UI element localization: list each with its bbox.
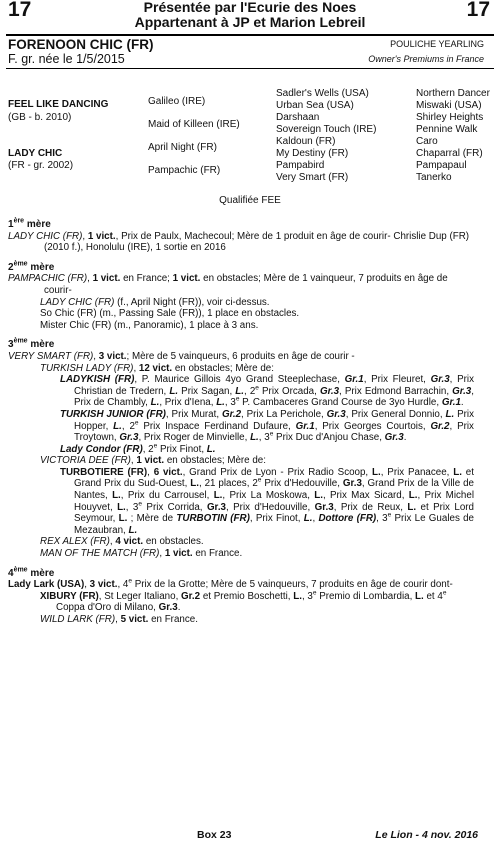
produce-name: LADYKISH (FR) bbox=[60, 374, 135, 386]
text: , Prix General Donnio, bbox=[345, 408, 446, 420]
pedigree-gen4-item: Miswaki (USA) bbox=[416, 100, 482, 111]
grand-produce-entry bbox=[8, 467, 474, 537]
text: , 3 bbox=[301, 590, 313, 602]
produce-name: TURKISH JUNIOR (FR) bbox=[60, 408, 166, 420]
generation-suffix: ème bbox=[13, 338, 28, 346]
text: Prix Le Guales de Mezaubran, bbox=[74, 513, 475, 536]
text: , 3 bbox=[258, 432, 270, 444]
text: , Prix Troytown, bbox=[74, 420, 474, 444]
text: , Grand Prix de la Ville de Nantes, bbox=[74, 478, 474, 502]
race-grade: Gr.3 bbox=[206, 501, 227, 513]
grand-produce-entry bbox=[8, 444, 474, 456]
pedigree-gen3-item: My Destiny (FR) bbox=[276, 148, 349, 159]
race-grade: L. bbox=[117, 501, 126, 513]
pedigree-gen3-item: Sovereign Touch (IRE) bbox=[276, 124, 377, 135]
fourth-dam-entry bbox=[8, 579, 474, 591]
race-grade: L. bbox=[250, 432, 259, 444]
race-grade: Gr.3 bbox=[452, 385, 472, 397]
produce-entry: TURKISH LADY (FR), 12 vict. en obstacles; Mère de: bbox=[40, 362, 274, 374]
produce-entry: MAN OF THE MATCH (FR), 1 vict. en France. bbox=[40, 548, 243, 560]
text: , St Leger Italiano, bbox=[98, 590, 182, 602]
text: , Prix Christian de Tredern, bbox=[74, 374, 474, 397]
race-grade: Gr.3 bbox=[430, 374, 450, 386]
text: , 3 bbox=[125, 501, 139, 513]
catalogue-body bbox=[8, 219, 474, 626]
pedigree-gen3-item: Urban Sea (USA) bbox=[276, 100, 354, 111]
horse-description: F. gr. née le 1/5/2015 bbox=[8, 52, 125, 66]
text: Prix de la Grotte; Mère de 5 vainqueurs, 7 produits en âge de courir dont- bbox=[131, 579, 453, 591]
text: Chrislie Dup (FR) (2010 f.), Honolulu (IRE), 1 sortie en 2016 bbox=[44, 230, 470, 254]
generation-word: mère bbox=[30, 567, 55, 579]
race-grade: L. bbox=[113, 420, 122, 432]
second-dam-heading bbox=[8, 262, 474, 274]
pedigree-gen2-item: April Night (FR) bbox=[148, 142, 217, 153]
dam-name: VERY SMART (FR) bbox=[8, 350, 94, 362]
pedigree-gen3-item: Very Smart (FR) bbox=[276, 172, 349, 183]
category-label: POULICHE YEARLING bbox=[390, 39, 484, 49]
generation-word: mère bbox=[30, 261, 55, 273]
pedigree-gen4-item: Northern Dancer bbox=[416, 88, 490, 99]
ordinal-suffix: e bbox=[128, 577, 132, 585]
race-grade: Gr.2 bbox=[181, 590, 201, 602]
produce-entry: VICTORIA DEE (FR), 1 vict. en obstacles; Mère de: bbox=[40, 455, 266, 467]
produce-name: Dottore (FR) bbox=[318, 513, 377, 525]
race-grade: L. bbox=[150, 397, 160, 409]
text: , Prix d'Hedouville, bbox=[226, 501, 315, 513]
race-grade: Gr.3 bbox=[326, 408, 346, 420]
text: Prix Sagan, bbox=[178, 385, 236, 397]
race-grade: Gr.1 bbox=[295, 420, 315, 432]
owner-line: Appartenant à JP et Marion Lebreil bbox=[134, 14, 366, 30]
text: Coppa d'Oro di Milano, bbox=[56, 602, 159, 614]
text: Premio di Lombardia, bbox=[316, 590, 416, 602]
text: , Prix Max Sicard, bbox=[322, 490, 409, 502]
wins: 1 vict. bbox=[136, 455, 165, 467]
generation-word: mère bbox=[26, 219, 51, 230]
produce-name: XIBURY (FR) bbox=[40, 590, 99, 602]
generation-suffix: ème bbox=[13, 260, 28, 268]
race-grade: L. bbox=[303, 513, 313, 525]
race-grade: Gr.3 bbox=[319, 385, 340, 397]
produce-name: TURBOTIN (FR) bbox=[176, 513, 250, 525]
generation-suffix: ère bbox=[13, 217, 25, 225]
produce-entry: Mister Chic (FR) (m., Panoramic), 1 place à 3 ans. bbox=[40, 319, 259, 331]
text: Prix d'Hedouville, bbox=[261, 478, 343, 490]
race-grade: L. bbox=[118, 513, 128, 525]
pedigree-gen4-item: Shirley Heights bbox=[416, 112, 484, 123]
race-grade: L. bbox=[453, 466, 462, 478]
text: , Prix Edmond Barrachin, bbox=[339, 385, 453, 397]
text: , 21 places, 2 bbox=[198, 478, 258, 490]
pedigree-gen3-item: Pampabird bbox=[276, 160, 325, 171]
wins: 3 vict. bbox=[98, 350, 127, 362]
race-grade: L. bbox=[235, 385, 245, 397]
text: . bbox=[403, 432, 407, 444]
text: , Prix Murat, bbox=[165, 408, 222, 420]
generation-number: 4 bbox=[8, 567, 14, 579]
dam-name: Lady Lark (USA) bbox=[8, 579, 85, 591]
ordinal-suffix: e bbox=[312, 589, 317, 597]
text: Prix Duc d'Anjou Chase, bbox=[273, 432, 385, 444]
lot-number-left: 17 bbox=[8, 0, 32, 21]
pedigree-gen4-item: Pennine Walk bbox=[416, 124, 478, 135]
generation-number: 2 bbox=[8, 261, 14, 273]
race-grade: Gr.3 bbox=[384, 432, 404, 444]
race-grade: L. bbox=[206, 443, 216, 455]
text: , Prix La Perichole, bbox=[241, 408, 327, 420]
pedigree-dam-info: (FR - gr. 2002) bbox=[8, 160, 74, 171]
wins: 12 vict. bbox=[138, 362, 173, 374]
pedigree-gen2-item: Pampachic (FR) bbox=[148, 165, 221, 176]
text: , 4 bbox=[117, 579, 129, 591]
header-rule bbox=[6, 34, 494, 36]
text: . bbox=[460, 397, 464, 409]
race-grade: Gr.1 bbox=[441, 397, 461, 409]
wins: 1 vict. bbox=[164, 548, 193, 560]
text: , Prix de Paulx, Machecoul; Mère de 1 produit en âge de courir- bbox=[115, 230, 391, 242]
horse-name: FORENOON CHIC (FR) bbox=[8, 37, 154, 52]
wins: 3 vict. bbox=[89, 579, 118, 591]
text: (f., April Night (FR)), voir ci-dessus. bbox=[114, 296, 270, 308]
grand-produce-entry: LADYKISH (FR), P. Maurice Gillois 4yo Grand Steeplechase, Gr.1, Prix Fleuret, Gr.3, Prix Christian de Tredern, L. Prix Sagan, L., 2e Prix Orcada, Gr.3, Prix Edmond Barrachin, Gr.3, Prix de Chambly, L., Prix d'Iena, L., 3e P. Cambaceres Grand Course de 3yo Hurdle, Gr.1. bbox=[60, 374, 474, 409]
text: et Prix Lord Seymour, bbox=[74, 501, 474, 525]
generation-number: 3 bbox=[8, 339, 14, 351]
wins: 6 vict. bbox=[153, 466, 183, 478]
race-grade: L. bbox=[112, 490, 121, 502]
third-dam-heading bbox=[8, 339, 474, 351]
wins: 1 vict. bbox=[87, 230, 116, 242]
text: , 2 bbox=[142, 443, 154, 455]
produce-entry: REX ALEX (FR), 4 vict. en obstacles. bbox=[40, 536, 204, 548]
text: , 3 bbox=[224, 397, 236, 409]
text: et Grand Prix du Sud-Ouest, bbox=[74, 466, 474, 490]
text: , Prix Michel Houyvet, bbox=[74, 490, 474, 513]
produce-name: REX ALEX (FR) bbox=[40, 536, 110, 548]
text: , Grand Prix de Lyon - Prix Radio Scoop, bbox=[182, 466, 372, 478]
text: , bbox=[147, 466, 154, 478]
text: en France. bbox=[192, 548, 243, 560]
text: en France; bbox=[120, 273, 173, 285]
text: en obstacles; Mère de: bbox=[172, 362, 274, 374]
text: Prix Orcada, bbox=[258, 385, 320, 397]
pedigree-gen4-item: Caro bbox=[416, 136, 438, 147]
produce-name: Lady Condor (FR) bbox=[60, 443, 143, 455]
dam-name: PAMPACHIC (FR) bbox=[8, 273, 88, 285]
text: Prix Corrida, bbox=[142, 501, 207, 513]
text: , Prix de Chambly, bbox=[74, 385, 474, 409]
text: et 4 bbox=[423, 590, 443, 602]
produce-name: TURBOTIERE (FR) bbox=[60, 466, 148, 478]
generation-suffix: ème bbox=[13, 566, 28, 574]
race-grade: L. bbox=[293, 590, 302, 602]
text: , bbox=[115, 614, 121, 625]
race-grade: Gr.3 bbox=[342, 478, 362, 490]
ordinal-suffix: e bbox=[153, 442, 158, 450]
text: , Prix Fleuret, bbox=[363, 374, 431, 386]
produce-entry bbox=[8, 591, 474, 614]
text: . bbox=[177, 602, 181, 614]
wins: 5 vict. bbox=[120, 614, 149, 625]
produce-name: LADY CHIC (FR) bbox=[40, 296, 115, 308]
consignor-block bbox=[90, 0, 410, 30]
text: ; Mère de 5 vainqueurs, 6 produits en âge de courir - bbox=[126, 350, 355, 362]
text: , Prix Panacee, bbox=[380, 466, 454, 478]
ordinal-suffix: e bbox=[235, 396, 240, 404]
generation-number: 1 bbox=[8, 219, 14, 230]
text: Prix Finot, bbox=[157, 443, 207, 455]
text: , Prix d'Iena, bbox=[159, 397, 217, 409]
text: en obstacles; Mère de 1 vainqueur, 7 produits en âge de courir- bbox=[44, 273, 448, 296]
text: , Prix du Carrousel, bbox=[120, 490, 214, 502]
qualification-note: Qualifiée FEE bbox=[219, 195, 281, 206]
ordinal-suffix: e bbox=[257, 477, 262, 485]
race-grade: Gr.3 bbox=[158, 602, 178, 614]
text: , Prix Finot, bbox=[249, 513, 304, 525]
box-number: Box 23 bbox=[197, 829, 232, 841]
text: , Prix Roger de Minvielle, bbox=[138, 432, 251, 444]
text: Prix Inspace Ferdinand Dufaure, bbox=[138, 420, 296, 432]
race-grade: L. bbox=[407, 501, 417, 513]
text: en France. bbox=[148, 614, 198, 625]
race-grade: L. bbox=[216, 397, 225, 409]
third-dam-entry: VERY SMART (FR), 3 vict.; Mère de 5 vainqueurs, 6 produits en âge de courir - bbox=[8, 350, 355, 362]
pedigree-gen4-item: Pampapaul bbox=[416, 160, 467, 171]
pedigree-sire-info: (GB - b. 2010) bbox=[8, 112, 72, 123]
race-grade: L. bbox=[445, 408, 455, 420]
sale-info: Le Lion - 4 nov. 2016 bbox=[375, 829, 478, 841]
ordinal-suffix: e bbox=[138, 500, 142, 508]
dam-name: LADY CHIC (FR) bbox=[8, 230, 83, 242]
header-divider bbox=[6, 68, 494, 69]
ordinal-suffix: e bbox=[255, 384, 259, 392]
ordinal-suffix: e bbox=[442, 589, 447, 597]
generation-word: mère bbox=[30, 339, 55, 351]
text: ; Mère de bbox=[127, 513, 177, 525]
race-grade: L. bbox=[415, 590, 424, 602]
presented-by-line: Présentée par l'Ecurie des Noes bbox=[143, 0, 357, 15]
text: , bbox=[84, 579, 90, 591]
text: P. Cambaceres Grand Course de 3yo Hurdle bbox=[239, 397, 437, 409]
race-grade: Gr.2 bbox=[221, 408, 242, 420]
text: , P. Maurice Gillois 4yo Grand Steeplechase bbox=[134, 374, 338, 386]
produce-name: VICTORIA DEE (FR) bbox=[40, 455, 131, 467]
race-grade: Gr.1 bbox=[344, 374, 364, 386]
first-dam-heading bbox=[8, 219, 474, 231]
premiums-label: Owner's Premiums in France bbox=[368, 54, 484, 64]
text: , 3 bbox=[376, 513, 388, 525]
pedigree-gen3-item: Darshaan bbox=[276, 112, 320, 123]
produce-entry bbox=[8, 614, 474, 626]
race-grade: L. bbox=[408, 490, 418, 502]
race-grade: Gr.3 bbox=[314, 501, 334, 513]
race-grade: L. bbox=[128, 524, 138, 536]
race-grade: L. bbox=[213, 490, 223, 502]
ordinal-suffix: e bbox=[134, 419, 139, 427]
race-grade: Gr.2 bbox=[430, 420, 450, 432]
text: , bbox=[312, 513, 319, 525]
pedigree-sire: FEEL LIKE DANCING bbox=[8, 99, 109, 110]
grand-produce-entry bbox=[8, 409, 474, 444]
produce-name: MAN OF THE MATCH (FR) bbox=[40, 548, 160, 560]
text: , Prix de Reux, bbox=[333, 501, 408, 513]
ordinal-suffix: e bbox=[387, 511, 392, 519]
pedigree-gen4-item: Chaparral (FR) bbox=[416, 148, 483, 159]
race-grade: L. bbox=[314, 490, 323, 502]
produce-entry bbox=[8, 297, 474, 309]
text: en obstacles; Mère de: bbox=[164, 455, 266, 467]
text: , 2 bbox=[121, 420, 135, 432]
pedigree-gen3-item: Kaldoun (FR) bbox=[276, 136, 336, 147]
lot-number-right: 17 bbox=[466, 0, 490, 21]
produce-entry: So Chic (FR) (m., Passing Sale (FR)), 1 place en obstacles. bbox=[40, 308, 300, 320]
race-grade: L. bbox=[190, 478, 199, 490]
text: , 2 bbox=[244, 385, 256, 397]
pedigree-gen2-item: Galileo (IRE) bbox=[148, 96, 206, 107]
text: , Prix La Moskowa, bbox=[222, 490, 315, 502]
first-dam-entry: LADY CHIC (FR), 1 vict., Prix de Paulx, Machecoul; Mère de 1 produit en âge de courir- Chrislie Dup (FR) (2010 f.), Honolulu (IRE), 1 sortie en 2016 bbox=[8, 230, 470, 254]
text: Prix Hopper, bbox=[74, 408, 474, 432]
race-grade: L. bbox=[169, 385, 179, 397]
ordinal-suffix: e bbox=[269, 430, 274, 438]
race-grade: Gr.3 bbox=[119, 432, 139, 444]
pedigree-gen3-item: Sadler's Wells (USA) bbox=[276, 88, 369, 99]
race-grade: L. bbox=[372, 466, 381, 478]
wins: 1 vict. bbox=[172, 273, 201, 285]
wins: 4 vict. bbox=[115, 536, 144, 548]
fourth-dam-heading bbox=[8, 568, 474, 580]
text: , Prix Georges Courtois, bbox=[314, 420, 431, 432]
pedigree-dam: LADY CHIC bbox=[8, 148, 63, 159]
text: et Premio Boschetti, bbox=[200, 590, 294, 602]
produce-name: TURKISH LADY (FR) bbox=[40, 362, 134, 374]
wins: 1 vict. bbox=[92, 273, 121, 285]
text: en obstacles. bbox=[143, 536, 204, 548]
produce-name: WILD LARK (FR) bbox=[40, 614, 116, 625]
pedigree-gen2-item: Maid of Killeen (IRE) bbox=[148, 119, 240, 130]
pedigree-gen4-item: Tanerko bbox=[416, 172, 452, 183]
second-dam-entry: PAMPACHIC (FR), 1 vict. en France; 1 vict. en obstacles; Mère de 1 vainqueur, 7 produits en âge de courir- bbox=[8, 273, 448, 296]
